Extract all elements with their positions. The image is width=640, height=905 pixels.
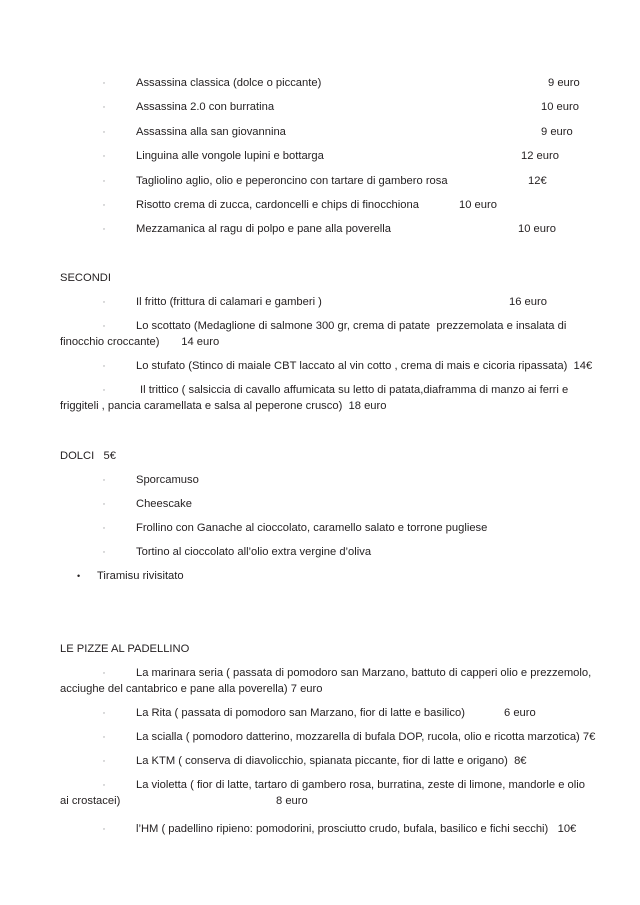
list-bullet-open: [103, 707, 105, 720]
menu-item-price: 12€: [528, 175, 547, 187]
menu-item-name: Lo scottato (Medaglione di salmone 300 gr, crema di patate prezzemolata e insalata di: [136, 320, 567, 332]
list-bullet-open: [103, 498, 105, 511]
list-bullet-open: [103, 360, 105, 373]
list-bullet-open: [103, 755, 105, 768]
menu-item-price: 10 euro: [541, 101, 579, 113]
list-bullet-open: [103, 126, 105, 139]
menu-item-name: l’HM ( padellino ripieno: pomodorini, prosciutto crudo, bufala, basilico e fichi secchi) 10€: [136, 823, 577, 835]
list-bullet-open: [103, 474, 105, 487]
menu-item-name-continued: ai crostacei): [60, 795, 121, 807]
list-bullet-open: [103, 77, 105, 90]
menu-item-name: La Rita ( passata di pomodoro san Marzano, fior di latte e basilico): [136, 707, 465, 719]
list-bullet-open: [103, 320, 105, 333]
menu-item-price: 10 euro: [518, 223, 556, 235]
menu-item-price: 6 euro: [504, 707, 536, 719]
menu-item-price: 9 euro: [548, 77, 580, 89]
menu-item-name: Il fritto (frittura di calamari e gamberi ): [136, 296, 322, 308]
list-bullet-open: [103, 779, 105, 792]
menu-item-name-continued: acciughe del cantabrico e pane alla poverella) 7 euro: [60, 683, 323, 695]
list-bullet-solid: [77, 570, 80, 583]
menu-item-name: Tiramisu rivisitato: [97, 570, 184, 582]
section-heading-secondi: SECONDI: [60, 272, 111, 284]
menu-item-price: 8 euro: [276, 795, 308, 807]
menu-item-name: Assassina alla san giovannina: [136, 126, 286, 138]
menu-item-price: 16 euro: [509, 296, 547, 308]
section-heading-pizze: LE PIZZE AL PADELLINO: [60, 643, 190, 655]
menu-item-price: 12 euro: [521, 150, 559, 162]
menu-item-name: Mezzamanica al ragu di polpo e pane alla poverella: [136, 223, 391, 235]
menu-item-name: Sporcamuso: [136, 474, 199, 486]
menu-item-name: Il trittico ( salsiccia di cavallo affumicata su letto di patata,diaframma di manzo ai ferri e: [140, 384, 569, 396]
menu-item-name-continued: finocchio croccante) 14 euro: [60, 336, 220, 348]
menu-item-name: Tortino al cioccolato all’olio extra vergine d’oliva: [136, 546, 372, 558]
list-bullet-open: [103, 199, 105, 212]
menu-item-name: Tagliolino aglio, olio e peperoncino con tartare di gambero rosa: [136, 175, 448, 187]
menu-item-name: Frollino con Ganache al cioccolato, caramello salato e torrone pugliese: [136, 522, 488, 534]
list-bullet-open: [103, 296, 105, 309]
list-bullet-open: [103, 101, 105, 114]
list-bullet-open: [103, 175, 105, 188]
list-bullet-open: [103, 546, 105, 559]
list-bullet-open: [103, 384, 105, 397]
menu-item-name: Assassina classica (dolce o piccante): [136, 77, 322, 89]
menu-item-name: Cheescake: [136, 498, 192, 510]
list-bullet-open: [103, 731, 105, 744]
menu-item-name: Assassina 2.0 con burratina: [136, 101, 275, 113]
menu-item-name: Lo stufato (Stinco di maiale CBT laccato al vin cotto , crema di mais e cicoria ripassata) 14€: [136, 360, 593, 372]
menu-item-name: Linguina alle vongole lupini e bottarga: [136, 150, 324, 162]
list-bullet-open: [103, 823, 105, 836]
section-heading-dolci: DOLCI 5€: [60, 450, 116, 462]
menu-item-price: 9 euro: [541, 126, 573, 138]
list-bullet-open: [103, 522, 105, 535]
menu-item-name: La violetta ( fior di latte, tartaro di gambero rosa, burratina, zeste di limone, mandorle e olio: [136, 779, 585, 791]
menu-item-name: La scialla ( pomodoro datterino, mozzarella di bufala DOP, rucola, olio e ricotta marzotica) 7€: [136, 731, 596, 743]
list-bullet-open: [103, 667, 105, 680]
menu-item-price: 10 euro: [459, 199, 497, 211]
menu-item-name: Risotto crema di zucca, cardoncelli e chips di finocchiona: [136, 199, 419, 211]
menu-item-name: La marinara seria ( passata di pomodoro san Marzano, battuto di capperi olio e prezzemolo,: [136, 667, 592, 679]
list-bullet-open: [103, 150, 105, 163]
list-bullet-open: [103, 223, 105, 236]
menu-item-name-continued: friggiteli , pancia caramellata e salsa al peperone crusco) 18 euro: [60, 400, 387, 412]
menu-item-name: La KTM ( conserva di diavolicchio, spianata piccante, fior di latte e origano) 8€: [136, 755, 527, 767]
